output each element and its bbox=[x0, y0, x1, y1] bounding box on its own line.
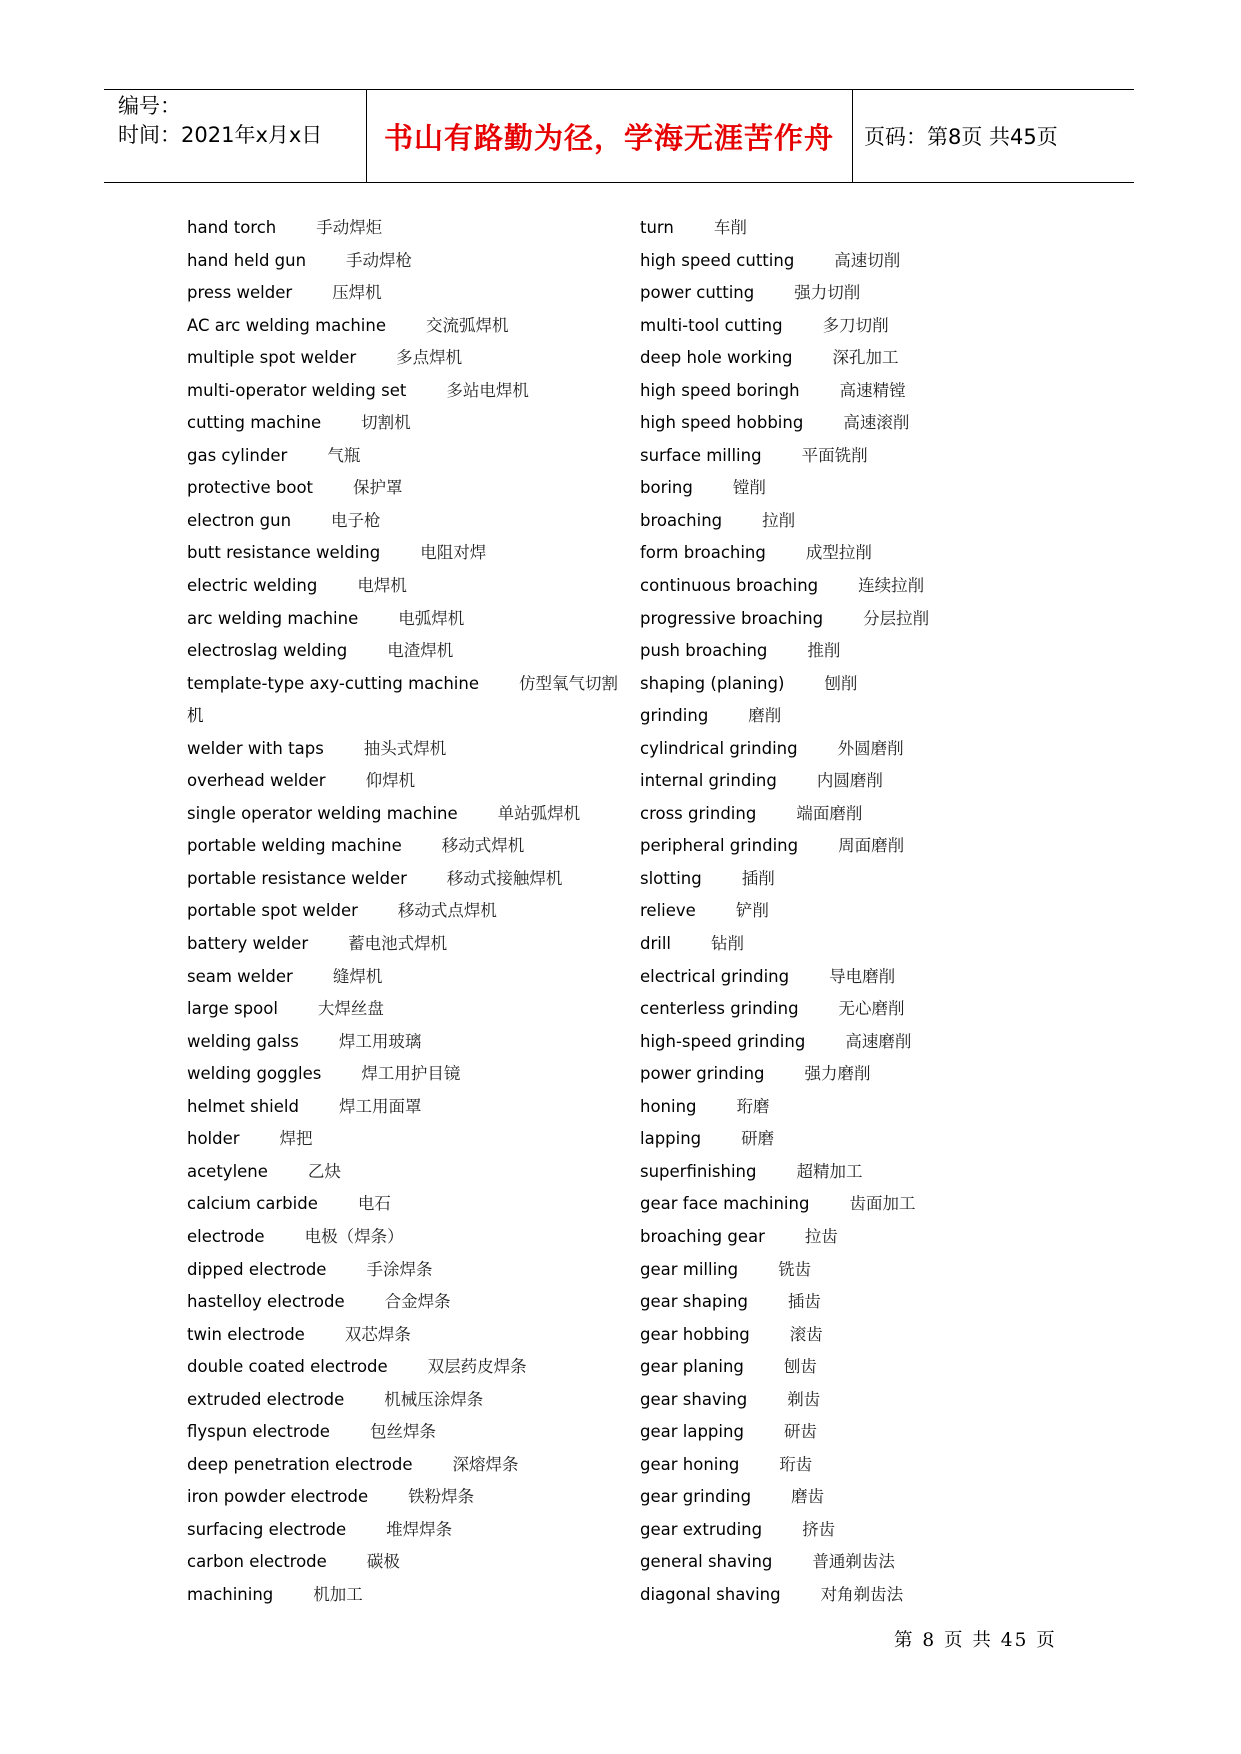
term-english: twin electrode bbox=[187, 1324, 305, 1344]
term-english: diagonal shaving bbox=[640, 1584, 781, 1604]
glossary-entry bbox=[187, 733, 607, 766]
term-chinese: 刨齿 bbox=[783, 1357, 817, 1377]
term-chinese: 普通剃齿法 bbox=[812, 1552, 895, 1572]
term-english: continuous broaching bbox=[640, 576, 819, 596]
term-english: electrical grinding bbox=[640, 966, 790, 986]
term-chinese: 成型拉削 bbox=[805, 543, 872, 563]
glossary-entry bbox=[187, 277, 607, 310]
term-english: high-speed grinding bbox=[640, 1031, 806, 1051]
term-chinese: 高速切削 bbox=[834, 250, 901, 270]
term-english: double coated electrode bbox=[187, 1357, 388, 1377]
glossary-entry bbox=[640, 961, 1080, 994]
term-chinese: 强力磨削 bbox=[804, 1064, 871, 1084]
term-english: gear face machining bbox=[640, 1194, 810, 1214]
term-english: progressive broaching bbox=[640, 608, 824, 628]
term-english: multiple spot welder bbox=[187, 348, 357, 368]
term-chinese: 仿型氧气切割 bbox=[518, 673, 618, 693]
term-chinese: 插削 bbox=[741, 868, 775, 888]
glossary-entry bbox=[187, 1254, 607, 1287]
term-chinese: 分层拉削 bbox=[863, 608, 930, 628]
term-english: overhead welder bbox=[187, 771, 326, 791]
term-chinese: 电弧焊机 bbox=[398, 608, 465, 628]
glossary-entry bbox=[187, 993, 607, 1026]
term-english: press welder bbox=[187, 283, 293, 303]
term-english: grinding bbox=[640, 706, 709, 726]
term-chinese: 焊工用护目镜 bbox=[361, 1064, 461, 1084]
term-english: high speed cutting bbox=[640, 250, 795, 270]
term-chinese: 磨齿 bbox=[791, 1487, 825, 1507]
glossary-entry bbox=[187, 472, 607, 505]
term-english: gear hobbing bbox=[640, 1324, 750, 1344]
glossary-entry bbox=[640, 342, 1080, 375]
glossary-entry bbox=[187, 668, 618, 701]
glossary-entry bbox=[640, 1319, 1080, 1352]
term-chinese: 连续拉削 bbox=[858, 576, 925, 596]
term-chinese: 剃齿 bbox=[787, 1389, 821, 1409]
glossary-entry bbox=[187, 1221, 607, 1254]
glossary-entry bbox=[640, 1188, 1080, 1221]
glossary-entry bbox=[187, 1416, 607, 1449]
glossary-entry bbox=[187, 895, 607, 928]
term-chinese: 电渣焊机 bbox=[387, 641, 454, 661]
term-chinese: 无心磨削 bbox=[838, 999, 905, 1019]
term-chinese: 电极（焊条） bbox=[304, 1226, 404, 1246]
glossary-entry bbox=[187, 700, 607, 733]
term-english: butt resistance welding bbox=[187, 543, 381, 563]
term-chinese: 蓄电池式焊机 bbox=[348, 934, 448, 954]
term-english: boring bbox=[640, 478, 693, 498]
term-chinese: 外圆磨削 bbox=[837, 738, 904, 758]
term-chinese: 电石 bbox=[357, 1194, 391, 1214]
term-english: broaching bbox=[640, 510, 723, 530]
glossary-entry bbox=[640, 245, 1080, 278]
term-chinese: 高速磨削 bbox=[845, 1031, 912, 1051]
term-chinese: 珩磨 bbox=[736, 1096, 770, 1116]
term-english: hastelloy electrode bbox=[187, 1292, 345, 1312]
term-english: electroslag welding bbox=[187, 641, 348, 661]
glossary-entry bbox=[187, 1286, 607, 1319]
header-page-label: 页码：第8页 共45页 bbox=[864, 125, 1058, 149]
term-english: gear lapping bbox=[640, 1422, 744, 1442]
glossary-entry bbox=[187, 765, 607, 798]
term-english: 机 bbox=[187, 706, 204, 726]
glossary-entry bbox=[187, 440, 607, 473]
term-chinese: 移动式接触焊机 bbox=[446, 868, 563, 888]
term-chinese: 多站电焊机 bbox=[446, 380, 529, 400]
glossary-entry bbox=[640, 1384, 1080, 1417]
term-chinese: 大焊丝盘 bbox=[317, 999, 384, 1019]
term-chinese: 珩齿 bbox=[779, 1454, 813, 1474]
term-english: battery welder bbox=[187, 934, 309, 954]
glossary-entry bbox=[640, 1254, 1080, 1287]
header-motto: 书山有路勤为径，学海无涯苦作舟 bbox=[383, 120, 834, 155]
term-chinese: 挤齿 bbox=[802, 1519, 836, 1539]
term-chinese: 钻削 bbox=[711, 934, 745, 954]
glossary-entry bbox=[640, 765, 1080, 798]
term-english: surfacing electrode bbox=[187, 1519, 347, 1539]
glossary-entry bbox=[640, 212, 1080, 245]
header-divider-right bbox=[852, 90, 853, 182]
glossary-entry bbox=[187, 830, 607, 863]
glossary-entry bbox=[187, 928, 607, 961]
glossary-entry bbox=[640, 700, 1080, 733]
term-english: turn bbox=[640, 218, 674, 237]
term-english: gear extruding bbox=[640, 1519, 763, 1539]
term-english: machining bbox=[187, 1584, 274, 1604]
glossary-entry bbox=[640, 1579, 1080, 1612]
term-english: protective boot bbox=[187, 478, 314, 498]
term-english: extruded electrode bbox=[187, 1389, 345, 1409]
term-chinese: 齿面加工 bbox=[849, 1194, 916, 1214]
term-english: form broaching bbox=[640, 543, 766, 563]
term-chinese: 电阻对焊 bbox=[420, 543, 487, 563]
term-chinese: 包丝焊条 bbox=[369, 1422, 436, 1442]
glossary-entry bbox=[187, 1481, 607, 1514]
term-chinese: 研磨 bbox=[741, 1129, 775, 1149]
left-glossary-column bbox=[187, 212, 618, 1612]
term-chinese: 手动焊炬 bbox=[316, 218, 383, 237]
term-chinese: 端面磨削 bbox=[796, 803, 863, 823]
term-chinese: 气瓶 bbox=[327, 445, 361, 465]
term-english: AC arc welding machine bbox=[187, 315, 386, 335]
term-chinese: 内圆磨削 bbox=[816, 771, 883, 791]
glossary-entry bbox=[187, 863, 607, 896]
term-english: cylindrical grinding bbox=[640, 738, 798, 758]
glossary-entry bbox=[640, 1026, 1080, 1059]
glossary-entry bbox=[187, 1546, 607, 1579]
term-english: multi-operator welding set bbox=[187, 380, 407, 400]
serial-label: 编号： bbox=[118, 94, 181, 118]
glossary-entry bbox=[187, 570, 607, 603]
glossary-entry bbox=[640, 440, 1080, 473]
term-chinese: 拉削 bbox=[762, 510, 796, 530]
term-chinese: 车削 bbox=[713, 218, 747, 237]
term-chinese: 推削 bbox=[807, 641, 841, 661]
page-header bbox=[104, 89, 1134, 183]
term-english: honing bbox=[640, 1096, 697, 1116]
glossary-entry bbox=[640, 1091, 1080, 1124]
term-english: internal grinding bbox=[640, 771, 777, 791]
term-chinese: 碳极 bbox=[366, 1552, 400, 1572]
glossary-entry bbox=[640, 1449, 1080, 1482]
glossary-entry bbox=[640, 928, 1080, 961]
glossary-entry bbox=[640, 537, 1080, 570]
term-chinese: 焊工用面罩 bbox=[338, 1096, 422, 1116]
term-english: large spool bbox=[187, 999, 278, 1019]
term-english: broaching gear bbox=[640, 1226, 765, 1246]
term-chinese: 插齿 bbox=[787, 1292, 821, 1312]
term-english: gear shaping bbox=[640, 1292, 748, 1312]
term-english: acetylene bbox=[187, 1161, 268, 1181]
term-chinese: 多刀切削 bbox=[822, 315, 889, 335]
glossary-entry bbox=[640, 863, 1080, 896]
term-english: welding galss bbox=[187, 1031, 299, 1051]
glossary-entry bbox=[187, 407, 607, 440]
glossary-entry bbox=[640, 1416, 1080, 1449]
term-chinese: 双层药皮焊条 bbox=[427, 1357, 527, 1377]
glossary-entry bbox=[640, 1546, 1080, 1579]
term-english: shaping (planing) bbox=[640, 673, 785, 693]
term-english: seam welder bbox=[187, 966, 293, 986]
glossary-entry bbox=[187, 603, 607, 636]
term-chinese: 滚齿 bbox=[789, 1324, 823, 1344]
term-chinese: 铣齿 bbox=[778, 1259, 812, 1279]
term-chinese: 拉齿 bbox=[804, 1226, 838, 1246]
term-chinese: 焊把 bbox=[279, 1129, 313, 1149]
glossary-entry bbox=[640, 570, 1080, 603]
term-english: deep hole working bbox=[640, 348, 793, 368]
term-english: hand held gun bbox=[187, 250, 307, 270]
glossary-entry bbox=[187, 310, 607, 343]
term-chinese: 刨削 bbox=[824, 673, 858, 693]
term-english: power grinding bbox=[640, 1064, 765, 1084]
term-english: gear honing bbox=[640, 1454, 740, 1474]
glossary-entry bbox=[640, 310, 1080, 343]
term-chinese: 超精加工 bbox=[796, 1161, 863, 1181]
term-chinese: 磨削 bbox=[748, 706, 782, 726]
glossary-entry bbox=[640, 993, 1080, 1026]
glossary-entry bbox=[640, 1156, 1080, 1189]
term-english: calcium carbide bbox=[187, 1194, 318, 1214]
time-label: 时间：2021年x月x日 bbox=[118, 123, 323, 147]
term-english: portable resistance welder bbox=[187, 868, 407, 888]
glossary-entry bbox=[640, 1058, 1080, 1091]
term-english: gear planing bbox=[640, 1357, 744, 1377]
glossary-entry bbox=[187, 1091, 607, 1124]
glossary-entry bbox=[640, 733, 1080, 766]
glossary-entry bbox=[640, 668, 1080, 701]
glossary-entry bbox=[187, 375, 607, 408]
term-english: gear milling bbox=[640, 1259, 739, 1279]
term-english: centerless grinding bbox=[640, 999, 799, 1019]
glossary-entry bbox=[187, 1384, 607, 1417]
term-chinese: 交流弧焊机 bbox=[425, 315, 509, 335]
glossary-entry bbox=[187, 798, 607, 831]
glossary-entry bbox=[640, 277, 1080, 310]
glossary-entry bbox=[187, 1351, 607, 1384]
term-english: drill bbox=[640, 934, 672, 954]
glossary-entry bbox=[187, 1449, 607, 1482]
term-chinese: 双芯焊条 bbox=[344, 1324, 411, 1344]
term-english: template-type axy-cutting machine bbox=[187, 673, 479, 693]
term-chinese: 多点焊机 bbox=[396, 348, 463, 368]
term-chinese: 机械压涂焊条 bbox=[384, 1389, 484, 1409]
term-chinese: 合金焊条 bbox=[384, 1292, 451, 1312]
term-english: gas cylinder bbox=[187, 445, 288, 465]
term-english: welder with taps bbox=[187, 738, 324, 758]
glossary-entry bbox=[187, 1579, 607, 1612]
term-chinese: 对角剃齿法 bbox=[820, 1584, 904, 1604]
header-info bbox=[118, 92, 322, 150]
term-chinese: 保护罩 bbox=[353, 478, 403, 498]
term-chinese: 深熔焊条 bbox=[452, 1454, 519, 1474]
term-english: electron gun bbox=[187, 510, 292, 530]
term-english: surface milling bbox=[640, 445, 762, 465]
glossary-entry bbox=[640, 635, 1080, 668]
term-english: multi-tool cutting bbox=[640, 315, 783, 335]
term-chinese: 平面铣削 bbox=[801, 445, 868, 465]
term-english: gear shaving bbox=[640, 1389, 748, 1409]
term-english: relieve bbox=[640, 901, 696, 921]
term-chinese: 高速精镗 bbox=[839, 380, 906, 400]
glossary-entry bbox=[187, 1026, 607, 1059]
term-english: peripheral grinding bbox=[640, 836, 799, 856]
glossary-entry bbox=[640, 798, 1080, 831]
glossary-entry bbox=[640, 505, 1080, 538]
glossary-entry bbox=[640, 1286, 1080, 1319]
glossary-entry bbox=[187, 1156, 607, 1189]
term-english: general shaving bbox=[640, 1552, 773, 1572]
term-english: cross grinding bbox=[640, 803, 757, 823]
term-english: arc welding machine bbox=[187, 608, 359, 628]
glossary-entry bbox=[187, 1123, 607, 1156]
term-english: carbon electrode bbox=[187, 1552, 327, 1572]
term-english: flyspun electrode bbox=[187, 1422, 330, 1442]
term-chinese: 高速滚削 bbox=[843, 413, 910, 433]
term-chinese: 机加工 bbox=[313, 1584, 363, 1604]
glossary-entry bbox=[187, 505, 607, 538]
term-chinese: 强力切削 bbox=[794, 283, 861, 303]
term-chinese: 压焊机 bbox=[332, 283, 382, 303]
term-english: electrode bbox=[187, 1226, 265, 1246]
term-english: superfinishing bbox=[640, 1161, 757, 1181]
term-english: portable spot welder bbox=[187, 901, 358, 921]
term-english: deep penetration electrode bbox=[187, 1454, 413, 1474]
term-english: portable welding machine bbox=[187, 836, 402, 856]
term-english: push broaching bbox=[640, 641, 768, 661]
right-glossary-column bbox=[640, 212, 1080, 1612]
glossary-entry bbox=[640, 1351, 1080, 1384]
term-chinese: 移动式点焊机 bbox=[397, 901, 497, 921]
glossary-entry bbox=[640, 1514, 1080, 1547]
term-english: cutting machine bbox=[187, 413, 322, 433]
term-chinese: 切割机 bbox=[361, 413, 411, 433]
term-chinese: 移动式焊机 bbox=[441, 836, 525, 856]
glossary-entry bbox=[187, 635, 607, 668]
glossary-entry bbox=[640, 1123, 1080, 1156]
glossary-entry bbox=[640, 895, 1080, 928]
term-english: power cutting bbox=[640, 283, 755, 303]
glossary-entry bbox=[187, 537, 607, 570]
glossary-entry bbox=[640, 472, 1080, 505]
term-chinese: 抽头式焊机 bbox=[363, 738, 447, 758]
term-english: helmet shield bbox=[187, 1096, 299, 1116]
term-chinese: 焊工用玻璃 bbox=[338, 1031, 422, 1051]
glossary-entry bbox=[640, 1221, 1080, 1254]
term-chinese: 导电磨削 bbox=[829, 966, 896, 986]
term-chinese: 手动焊枪 bbox=[346, 250, 413, 270]
term-chinese: 乙炔 bbox=[307, 1161, 341, 1181]
term-chinese: 深孔加工 bbox=[832, 348, 899, 368]
glossary-entry bbox=[640, 407, 1080, 440]
term-chinese: 单站弧焊机 bbox=[497, 803, 581, 823]
term-chinese: 手涂焊条 bbox=[366, 1259, 433, 1279]
glossary-entry bbox=[187, 245, 607, 278]
term-english: gear grinding bbox=[640, 1487, 752, 1507]
term-english: single operator welding machine bbox=[187, 803, 458, 823]
term-english: holder bbox=[187, 1129, 240, 1149]
term-english: iron powder electrode bbox=[187, 1487, 369, 1507]
term-english: welding goggles bbox=[187, 1064, 322, 1084]
glossary-entry bbox=[640, 603, 1080, 636]
glossary-entry bbox=[187, 1058, 607, 1091]
glossary-entry bbox=[187, 1514, 607, 1547]
glossary-entry bbox=[187, 1319, 607, 1352]
glossary-entry bbox=[640, 830, 1080, 863]
term-chinese: 周面磨削 bbox=[838, 836, 905, 856]
term-chinese: 仰焊机 bbox=[365, 771, 416, 791]
term-chinese: 堆焊焊条 bbox=[386, 1519, 453, 1539]
term-english: high speed hobbing bbox=[640, 413, 804, 433]
term-english: lapping bbox=[640, 1129, 702, 1149]
term-chinese: 缝焊机 bbox=[332, 966, 383, 986]
glossary-entry bbox=[187, 1188, 607, 1221]
glossary-entry bbox=[640, 1481, 1080, 1514]
term-english: electric welding bbox=[187, 576, 318, 596]
term-chinese: 电子枪 bbox=[331, 510, 381, 530]
term-chinese: 研齿 bbox=[783, 1422, 817, 1442]
term-chinese: 电焊机 bbox=[357, 576, 407, 596]
term-english: high speed boringh bbox=[640, 380, 800, 400]
glossary-entry bbox=[187, 961, 607, 994]
page-footer: 第 8 页 共 45 页 bbox=[894, 1630, 1057, 1651]
term-english: dipped electrode bbox=[187, 1259, 327, 1279]
term-english: slotting bbox=[640, 868, 702, 888]
term-chinese: 铲削 bbox=[735, 901, 769, 921]
term-chinese: 镗削 bbox=[732, 478, 766, 498]
term-english: hand torch bbox=[187, 218, 277, 237]
term-chinese: 铁粉焊条 bbox=[408, 1487, 475, 1507]
glossary-entry bbox=[187, 212, 607, 245]
glossary-entry bbox=[187, 342, 607, 375]
glossary-entry bbox=[640, 375, 1080, 408]
